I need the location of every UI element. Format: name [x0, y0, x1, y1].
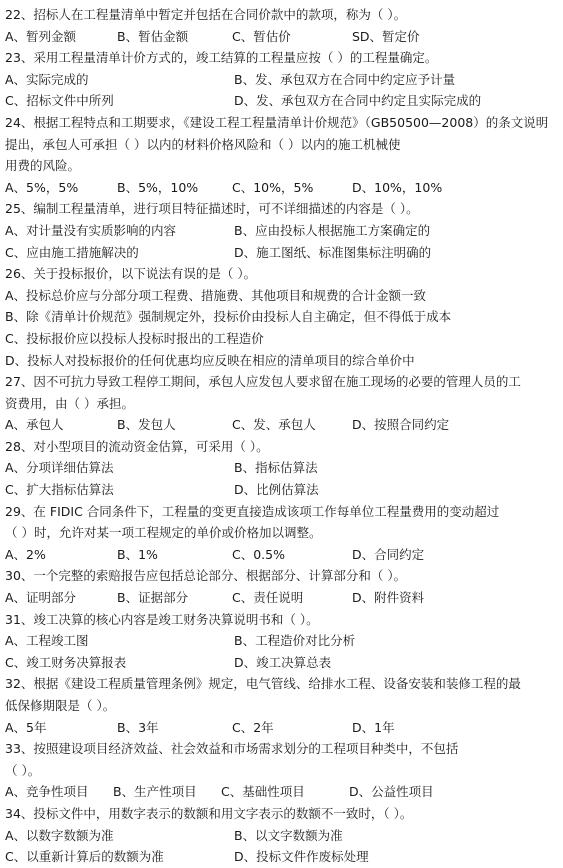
- question-text-line: B、除《清单计价规范》强制规定外，投标价由投标人自主确定，但不得低于成本: [5, 309, 452, 325]
- options-row: [5, 825, 557, 847]
- answer-option: C、扩大指标估算法: [5, 482, 114, 498]
- answer-option: B、应由投标人根据施工方案确定的: [234, 222, 431, 238]
- answer-option: A、竞争性项目: [5, 784, 89, 800]
- question-text-line: C、投标报价应以投标人投标时报出的工程造价: [5, 330, 264, 346]
- question-block: [5, 436, 557, 501]
- options-row: [5, 177, 557, 199]
- answer-option: B、生产性项目: [113, 784, 197, 800]
- answer-option: B、5%，10%: [117, 179, 199, 195]
- question-text-line: 31、竣工决算的核心内容是竣工财务决算说明书和（ ）。: [5, 611, 319, 627]
- question-text-line: 提出，承包人可承担（ ）以内的材料价格风险和（ ）以内的施工机械使: [5, 136, 401, 152]
- answer-option: SD、暂定价: [352, 28, 420, 44]
- question-block: [5, 4, 557, 47]
- answer-option: D、投标文件作废标处理: [234, 849, 369, 865]
- answer-option: C、招标文件中所列: [5, 93, 114, 109]
- answer-option: A、分项详细估算法: [5, 460, 114, 476]
- answer-option: C、10%，5%: [232, 179, 314, 195]
- options-row: [5, 242, 557, 264]
- answer-option: B、证据部分: [117, 590, 189, 606]
- options-row: [5, 414, 557, 436]
- options-row: [5, 652, 557, 674]
- answer-option: B、发包人: [117, 417, 176, 433]
- question-text-line: 低保修期限是（ ）。: [5, 698, 116, 713]
- question-text-line: （ ）。: [5, 762, 41, 778]
- question-block: [5, 609, 557, 674]
- question-text-line: 23、采用工程量清单计价方式的，竣工结算的工程量应按（ ）的工程量确定。: [5, 50, 438, 66]
- question-block: [5, 198, 557, 263]
- question-block: [5, 738, 557, 803]
- options-row: [5, 220, 557, 242]
- answer-option: C、应由施工措施解决的: [5, 244, 139, 260]
- options-row: [5, 846, 557, 868]
- answer-option: D、合同约定: [352, 546, 425, 562]
- answer-option: D、施工图纸、标准图集标注明确的: [234, 244, 432, 260]
- question-block: [5, 803, 557, 868]
- answer-option: D、10%，10%: [352, 179, 443, 195]
- answer-option: A、对计量没有实质影响的内容: [5, 222, 177, 238]
- question-text-line: D、投标人对投标报价的任何优惠均应反映在相应的清单项目的综合单价中: [5, 352, 415, 368]
- answer-option: D、按照合同约定: [352, 417, 450, 433]
- answer-option: D、1年: [352, 719, 395, 735]
- answer-option: A、以数字数额为准: [5, 827, 114, 843]
- answer-option: A、实际完成的: [5, 71, 89, 87]
- answer-option: B、暂估金额: [117, 28, 189, 44]
- answer-option: B、发、承包双方在合同中约定应予计量: [234, 71, 456, 87]
- answer-option: C、竣工财务决算报表: [5, 654, 127, 670]
- answer-option: A、承包人: [5, 417, 64, 433]
- answer-option: D、比例估算法: [234, 482, 319, 498]
- question-text-line: （ ）时，允许对某一项工程规定的单价或价格加以调整。: [5, 525, 322, 541]
- question-block: [5, 112, 557, 198]
- options-row: [5, 587, 557, 609]
- answer-option: A、证明部分: [5, 590, 77, 606]
- question-text-line: 27、因不可抗力导致工程停工期间，承包人应发包人要求留在施工现场的必要的管理人员的工: [5, 374, 521, 390]
- question-text-line: 34、投标文件中，用数字表示的数额和用文字表示的数额不一致时，（ ）。: [5, 805, 413, 821]
- question-text-line: 33、按照建设项目经济效益、社会效益和市场需求划分的工程项目种类中，不包括: [5, 741, 459, 757]
- options-row: [5, 479, 557, 501]
- question-text-line: 资费用，由（ ）承担。: [5, 395, 134, 411]
- answer-option: A、5年: [5, 719, 47, 735]
- options-row: [5, 544, 557, 566]
- answer-option: A、5%，5%: [5, 179, 79, 195]
- answer-option: D、竣工决算总表: [234, 654, 332, 670]
- question-text-line: 28、对小型项目的流动资金估算，可采用（ ）。: [5, 438, 269, 454]
- answer-option: B、3年: [117, 719, 159, 735]
- answer-option: B、1%: [117, 546, 158, 562]
- question-text-line: 32、根据《建设工程质量管理条例》规定，电气管线、给排水工程、设备安装和装修工程的最: [5, 676, 521, 692]
- question-text-line: 30、一个完整的索赔报告应包括总论部分、根据部分、计算部分和（ ）。: [5, 568, 407, 584]
- answer-option: B、指标估算法: [234, 460, 318, 476]
- question-block: [5, 501, 557, 566]
- answer-option: D、附件资料: [352, 590, 425, 606]
- question-block: [5, 673, 557, 738]
- question-text-line: 用费的风险。: [5, 158, 81, 174]
- options-row: [5, 717, 557, 739]
- answer-option: D、发、承包双方在合同中约定且实际完成的: [234, 93, 482, 109]
- answer-option: A、暂列金额: [5, 28, 77, 44]
- options-row: [5, 781, 557, 803]
- question-block: [5, 47, 557, 112]
- answer-option: C、0.5%: [232, 546, 285, 562]
- answer-option: D、公益性项目: [349, 784, 434, 800]
- answer-option: C、发、承包人: [232, 417, 316, 433]
- answer-option: C、责任说明: [232, 590, 304, 606]
- question-block: [5, 263, 557, 436]
- question-text-line: 22、招标人在工程量清单中暂定并包括在合同价款中的款项，称为（ ）。: [5, 7, 407, 22]
- answer-option: C、暂估价: [232, 28, 291, 44]
- answer-option: A、2%: [5, 546, 46, 562]
- question-text-line: A、投标总价应与分部分项工程费、措施费、其他项目和规费的合计金额一致: [5, 287, 427, 303]
- question-block: [5, 565, 557, 608]
- answer-option: C、基础性项目: [221, 784, 305, 800]
- options-row: [5, 69, 557, 91]
- question-text-line: 26、关于投标报价，以下说法有误的是（ ）。: [5, 266, 257, 282]
- question-text-line: 24、根据工程特点和工期要求，《建设工程工程量清单计价规范》（GB50500—2008）的条文说明: [5, 114, 549, 130]
- options-row: [5, 630, 557, 652]
- answer-option: C、2年: [232, 719, 274, 735]
- answer-option: A、工程竣工图: [5, 633, 89, 649]
- question-text-line: 29、在 FIDIC 合同条件下，工程量的变更直接造成该项工作每单位工程量费用的变动超过: [5, 503, 500, 519]
- answer-option: B、以文字数额为准: [234, 827, 343, 843]
- answer-option: C、以重新计算后的数额为准: [5, 849, 164, 865]
- answer-option: B、工程造价对比分析: [234, 633, 356, 649]
- question-text-line: 25、编制工程量清单，进行项目特征描述时，可不详细描述的内容是（ ）。: [5, 201, 419, 217]
- options-row: [5, 90, 557, 112]
- options-row: [5, 457, 557, 479]
- options-row: [5, 26, 557, 48]
